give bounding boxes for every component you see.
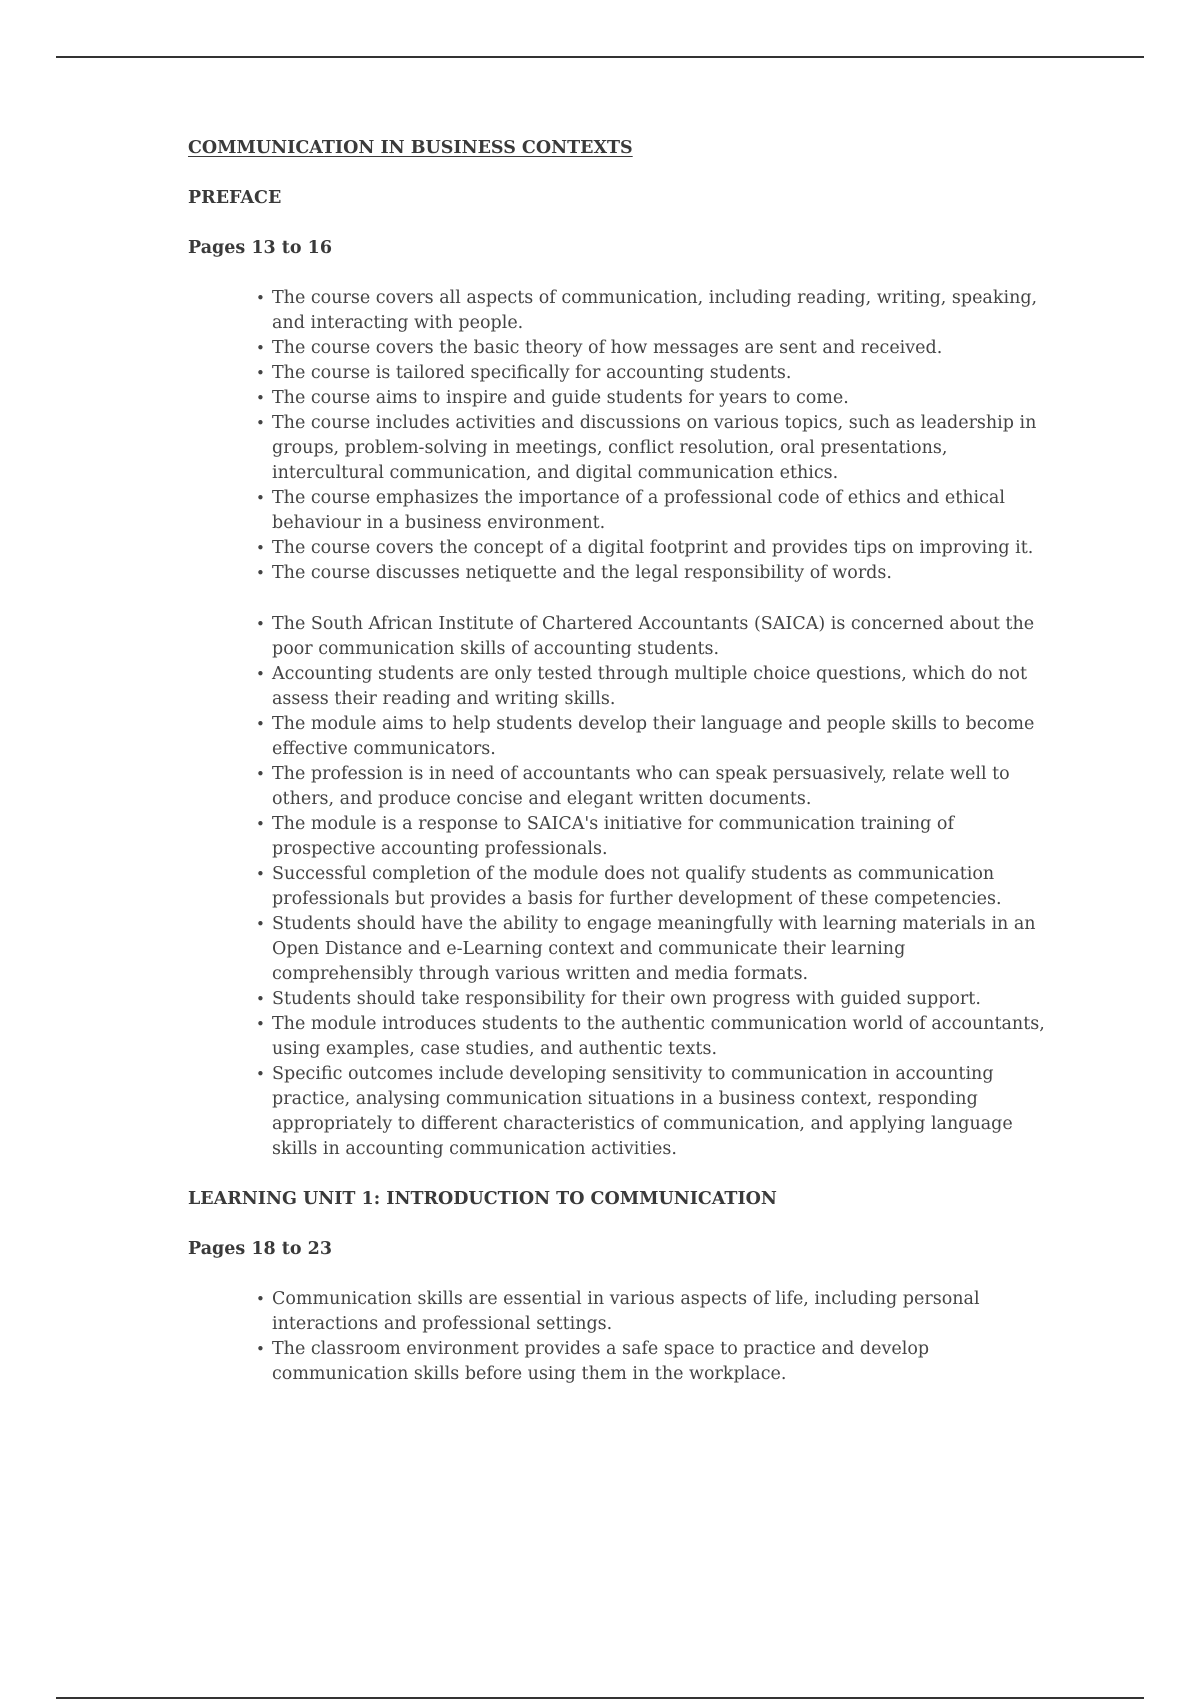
bullet-icon: • <box>256 414 265 432</box>
list-item: • The course covers the basic theory of how messages are sent and received. <box>188 336 1048 361</box>
list-item: • The profession is in need of accountants who can speak persuasively, relate well to others, and produce concise and elegant written documents. <box>256 764 1010 809</box>
list-item: • The module introduces students to the authentic communication world of accountants, using examples, case studies, and authentic texts. <box>256 1014 1045 1059</box>
bullet-icon: • <box>256 489 265 507</box>
bullet-icon: • <box>256 615 265 633</box>
list-item: • Students should have the ability to engage meaningfully with learning materials in an Open Distance and e-Learning context and communicate their learning comprehensibly through various written and media formats. <box>256 914 1036 984</box>
list-item: • The module aims to help students develop their language and people skills to become effective communicators. <box>256 714 1035 759</box>
top-rule <box>56 56 1144 58</box>
document-body <box>188 136 1048 1412</box>
bullet-icon: • <box>256 715 265 733</box>
list-item: • Communication skills are essential in various aspects of life, including personal interactions and professional settings. <box>256 1289 980 1334</box>
bullet-icon: • <box>256 564 265 582</box>
bullet-list-learning-unit-1 <box>188 1287 1048 1387</box>
section-pages-learning-unit-1: Pages 18 to 23 <box>188 1239 332 1259</box>
bullet-icon: • <box>256 339 265 357</box>
bullet-icon: • <box>256 1065 265 1083</box>
list-item: • Successful completion of the module does not qualify students as communication professionals but provides a basis for further development of these competencies. <box>256 864 1002 909</box>
list-item: • The course includes activities and discussions on various topics, such as leadership in groups, problem-solving in meetings, conflict resolution, oral presentations, intercultural communication, and digital communication ethics. <box>256 413 1037 483</box>
bullet-icon: • <box>256 765 265 783</box>
bullet-icon: • <box>256 1340 265 1358</box>
list-item: • Students should take responsibility for their own progress with guided support. <box>188 987 1048 1012</box>
bullet-icon: • <box>256 915 265 933</box>
bullet-list-preface-1 <box>188 286 1048 586</box>
list-item: • Specific outcomes include developing sensitivity to communication in accounting practice, analysing communication situations in a business context, responding appropriately to different characteristics of communication, and applying language skills in accounting communication activities. <box>256 1064 1013 1159</box>
document-title: COMMUNICATION IN BUSINESS CONTEXTS <box>188 138 633 158</box>
bullet-icon: • <box>256 990 265 1008</box>
list-item: • The course emphasizes the importance of a professional code of ethics and ethical behaviour in a business environment. <box>256 488 1005 533</box>
bullet-icon: • <box>256 539 265 557</box>
list-item: • The module is a response to SAICA's initiative for communication training of prospective accounting professionals. <box>256 814 954 859</box>
bullet-icon: • <box>256 389 265 407</box>
list-item: • The classroom environment provides a safe space to practice and develop communication skills before using them in the workplace. <box>256 1339 930 1384</box>
list-item: • The course discusses netiquette and the legal responsibility of words. <box>188 561 1048 586</box>
list-item: • The South African Institute of Chartered Accountants (SAICA) is concerned about the poor communication skills of accounting students. <box>256 614 1035 659</box>
bullet-icon: • <box>256 865 265 883</box>
bottom-rule <box>56 1697 1144 1699</box>
list-item: • The course is tailored specifically for accounting students. <box>188 361 1048 386</box>
bullet-icon: • <box>256 364 265 382</box>
bullet-icon: • <box>256 815 265 833</box>
bullet-list-preface-2 <box>188 612 1048 1162</box>
list-item: • The course aims to inspire and guide students for years to come. <box>188 386 1048 411</box>
section-heading-learning-unit-1: LEARNING UNIT 1: INTRODUCTION TO COMMUNICATION <box>188 1189 777 1209</box>
list-item: • The course covers all aspects of communication, including reading, writing, speaking, and interacting with people. <box>256 288 1038 333</box>
bullet-icon: • <box>256 289 265 307</box>
section-pages-preface: Pages 13 to 16 <box>188 238 332 258</box>
bullet-icon: • <box>256 1015 265 1033</box>
bullet-icon: • <box>256 665 265 683</box>
list-item: • The course covers the concept of a digital footprint and provides tips on improving it. <box>188 536 1048 561</box>
bullet-icon: • <box>256 1290 265 1308</box>
list-item: • Accounting students are only tested through multiple choice questions, which do not assess their reading and writing skills. <box>256 664 1027 709</box>
section-heading-preface: PREFACE <box>188 188 282 208</box>
